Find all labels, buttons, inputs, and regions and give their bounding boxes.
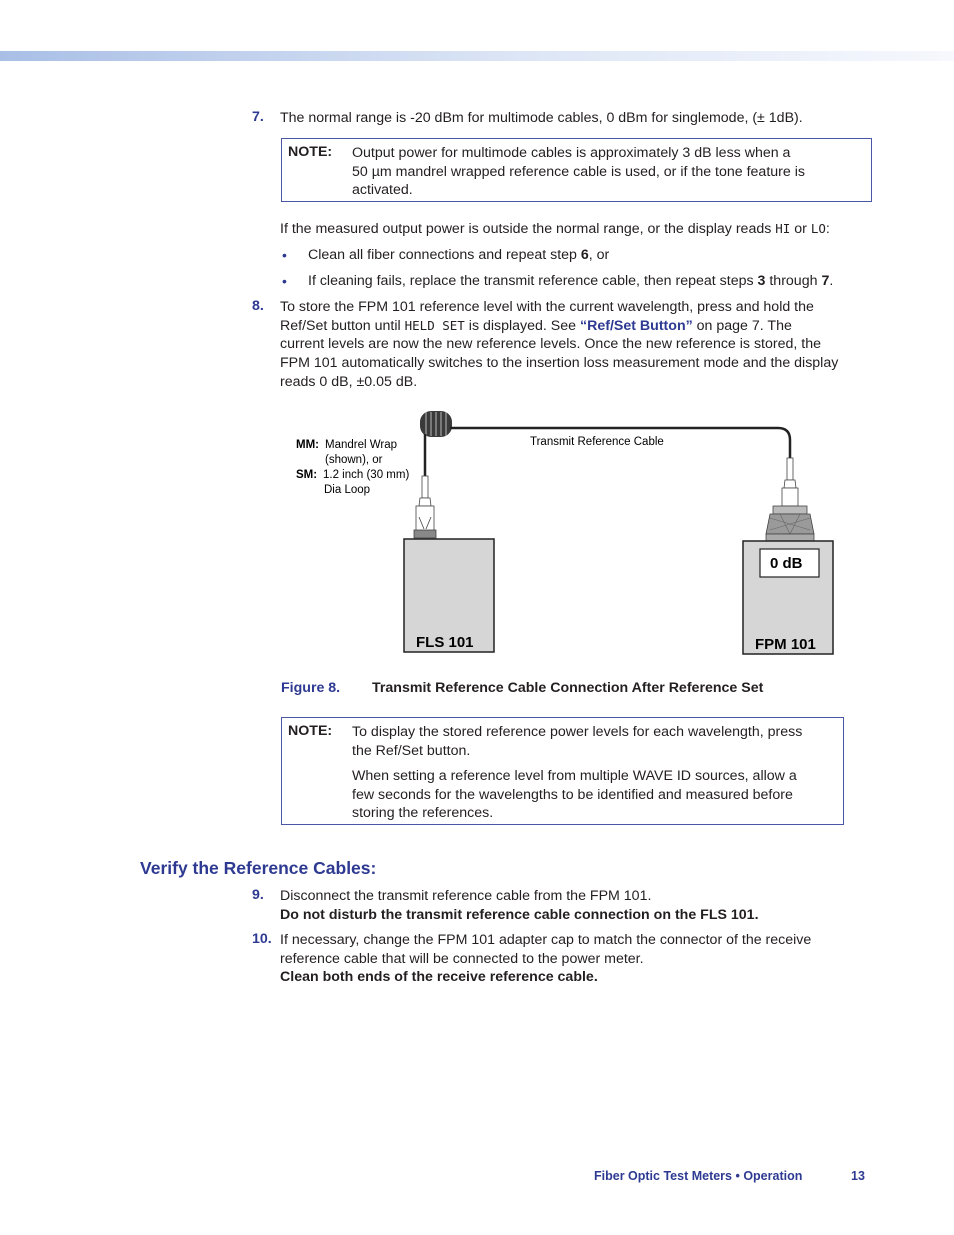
ref-set-button-link[interactable]: “Ref/Set Button” [580,317,693,334]
label-shown: (shown), or [325,454,383,466]
step-8-text: To store the FPM 101 reference level with the current wavelength, press and hold the Ref/Set button until HELD SET is displayed. See “Ref/Set Button” on page 7. The current levels are now the new reference levels. Once the new reference is stored, the FPM 101 automatically switches to the insertion loss measurement mode and the display reads 0 dB, ±0.05 dB. [280,299,839,390]
step-10-text: If necessary, change the FPM 101 adapter cap to match the connector of the receive reference cable that will be connected to the power meter. Clean both ends of the receive reference cable. [280,932,812,986]
bullet-dot: • [282,273,287,289]
note-box-stored-reference [281,717,844,825]
step-7-number: 7. [252,109,264,125]
step-9-number: 9. [252,887,264,903]
label-sm: SM: [296,469,318,481]
step-8-number: 8. [252,298,264,314]
note-paragraph-2: When setting a reference level from multiple WAVE ID sources, allow a few seconds for the wavelengths to be identified and measured before storing the references. [352,768,797,822]
note-paragraph-1: To display the stored reference power levels for each wavelength, press the Ref/Set button. [352,724,803,759]
bullet-replace-cable: If cleaning fails, replace the transmit reference cable, then repeat steps 3 through 7. [308,273,834,289]
figure-8-diagram [280,400,880,665]
note-label: NOTE: [288,144,333,160]
note-box-output-power [281,138,872,202]
step-10-number: 10. [252,931,272,947]
note-line: activated. [352,182,413,199]
mandrel-wrap-coil [420,411,452,437]
header-gradient-bar [0,51,954,61]
step-7-text: The normal range is -20 dBm for multimode cables, 0 dBm for singlemode, (± 1dB). [280,110,803,126]
label-mm-text: Mandrel Wrap [325,439,398,451]
label-sm-text: 1.2 inch (30 mm) [323,469,410,481]
display-hi: HI [775,221,791,236]
bullet-clean-connections: Clean all fiber connections and repeat step 6, or [308,247,610,263]
page-number: 13 [851,1169,865,1183]
note-line: 50 µm mandrel wrapped reference cable is used, or if the tone feature is [352,163,805,180]
display-held-set: HELD SET [404,317,465,333]
note-line: Output power for multimode cables is approximately 3 dB less when a [352,145,791,161]
bullet-dot: • [282,247,287,263]
section-heading: Verify the Reference Cables: [140,858,377,878]
label-dia: Dia Loop [324,484,371,496]
label-mm: MM: [296,439,319,451]
figure-caption-text: Transmit Reference Cable Connection After Reference Set [372,680,764,696]
fls-101-label: FLS 101 [416,634,474,651]
fpm-connector [766,458,814,541]
fls-connector [414,476,436,538]
fpm-101-label: FPM 101 [755,636,816,653]
footer-title: Fiber Optic Test Meters • Operation [594,1169,803,1183]
outside-range-text: If the measured output power is outside the normal range, or the display reads HI or LO: [280,221,830,237]
display-lo: LO [810,221,826,236]
step-9-text: Disconnect the transmit reference cable from the FPM 101. Do not disturb the transmit reference cable connection on the FLS 101. [280,888,759,923]
note-label: NOTE: [288,723,333,739]
note-text [352,144,805,200]
fpm-display-value: 0 dB [770,555,803,572]
figure-caption-number: Figure 8. [281,680,341,696]
cable-label: Transmit Reference Cable [530,436,664,448]
